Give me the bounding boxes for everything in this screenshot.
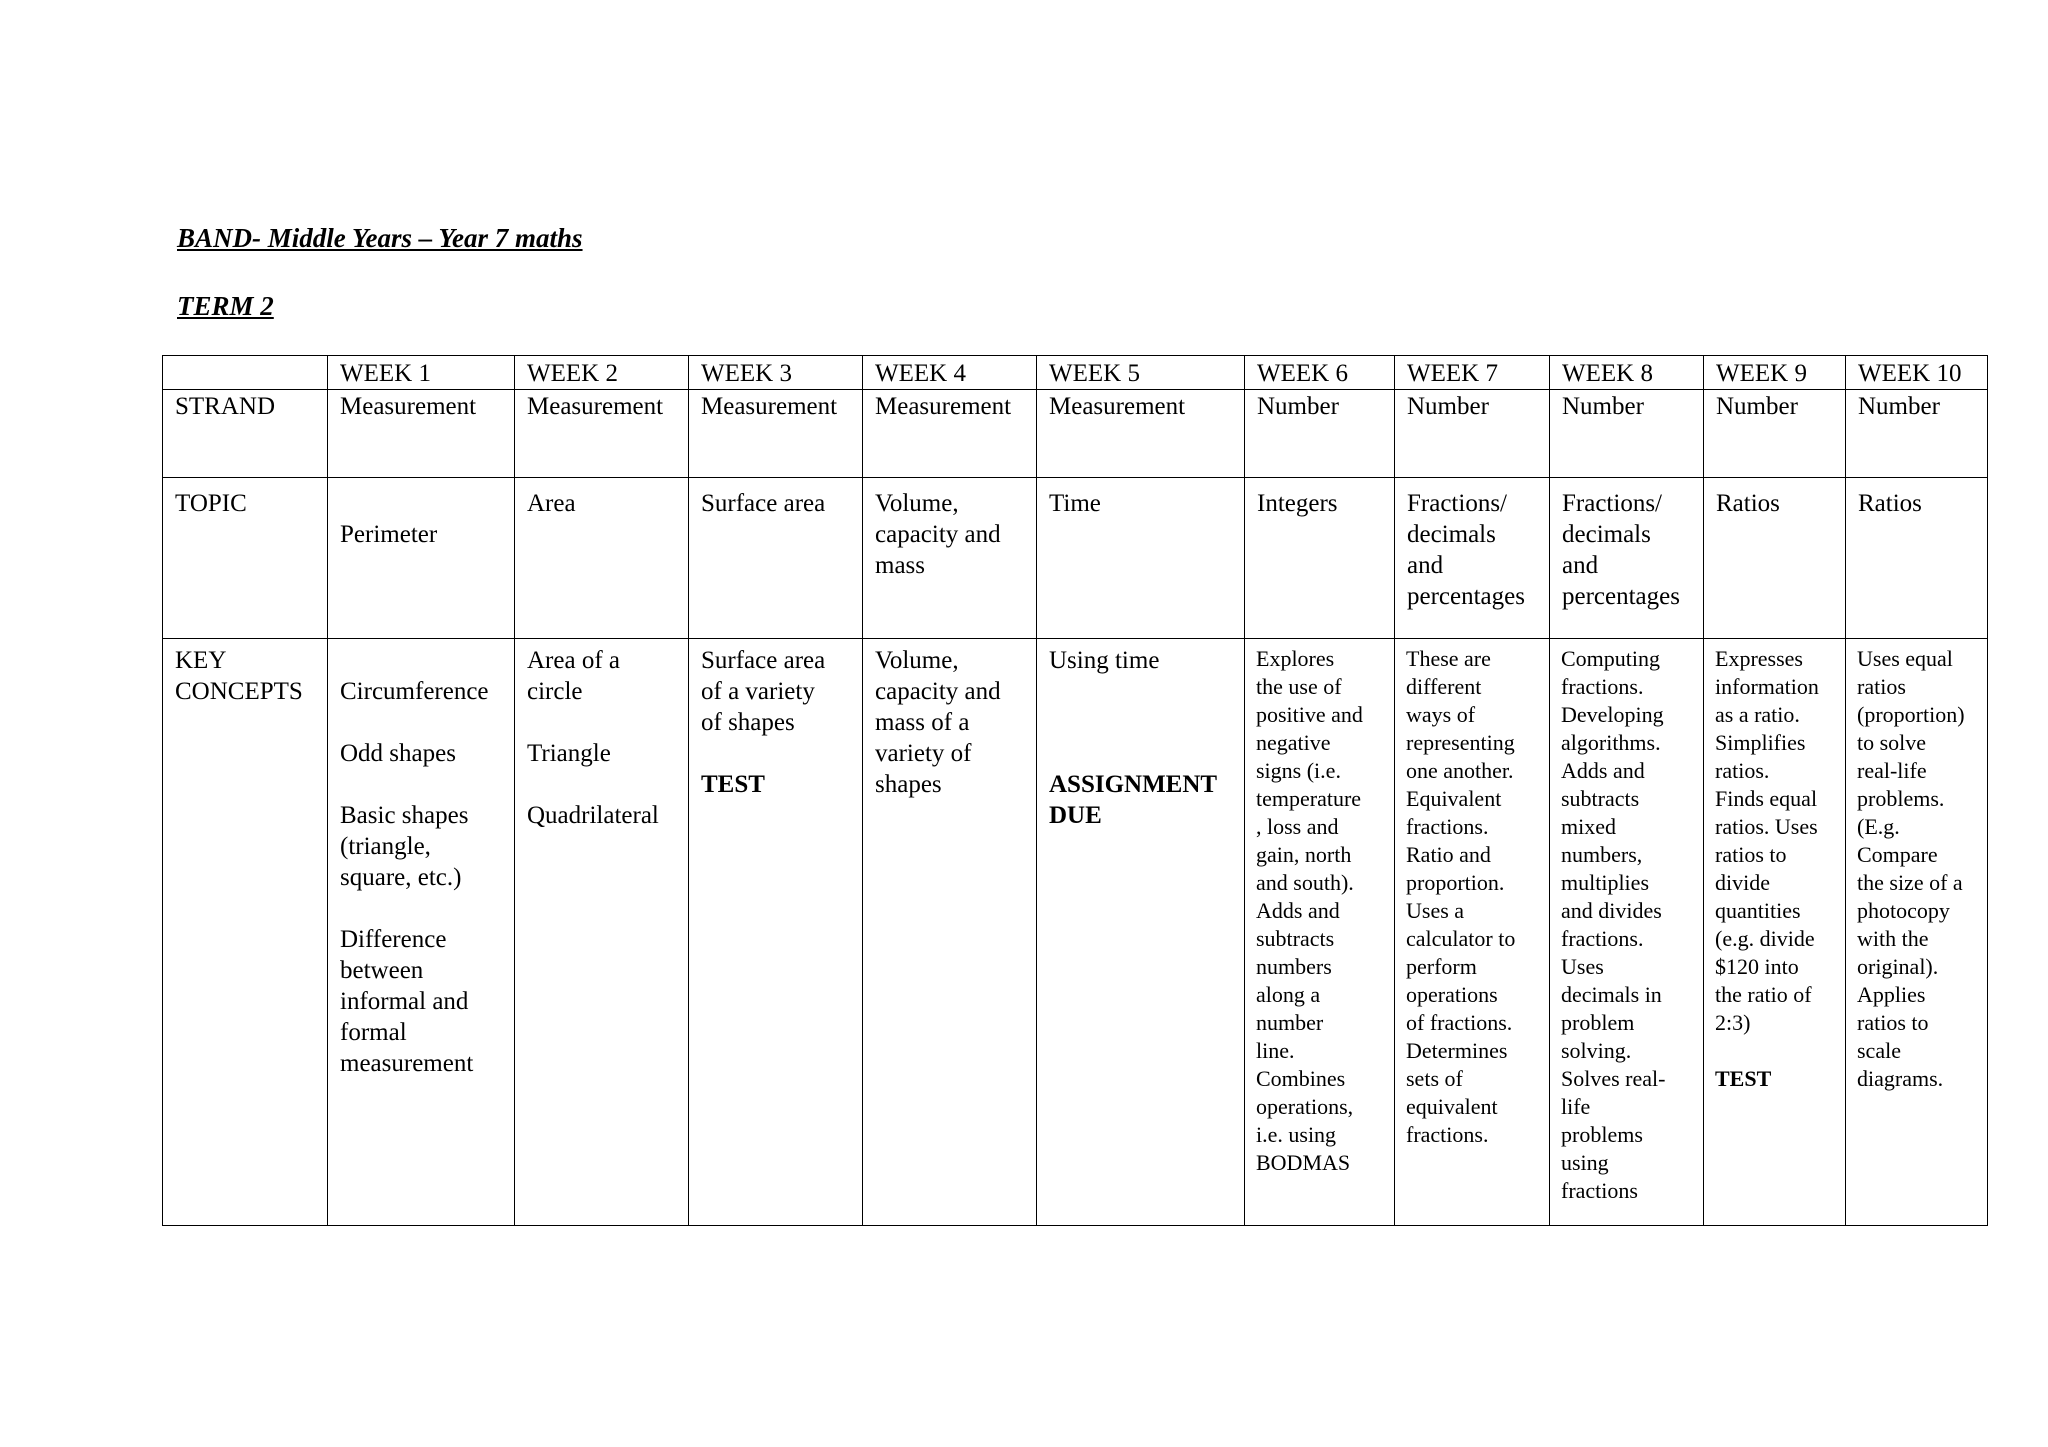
week-header: WEEK 4: [863, 356, 1037, 390]
topic-row: [163, 478, 1988, 639]
concept-cell-week-2: [515, 639, 689, 1226]
key-concepts-row: [163, 639, 1988, 1226]
concept-cell-week-3: [689, 639, 863, 1226]
topic-cell: Volume, capacity and mass: [863, 478, 1037, 639]
strand-cell: Measurement: [515, 390, 689, 478]
week-header-row: [163, 356, 1988, 390]
term-heading: TERM 2: [177, 291, 274, 321]
concept-cell-week-8: Computing fractions. Developing algorithms. Adds and subtracts mixed numbers, multiplies and divides fractions. Uses decimals in problem solving. Solves real- life problems using fractions: [1550, 639, 1704, 1226]
concept-cell-week-1: [328, 639, 515, 1226]
key-concepts-label: KEY CONCEPTS: [163, 639, 328, 1226]
concept-item: Using time: [1049, 647, 1160, 674]
week-header: WEEK 7: [1395, 356, 1550, 390]
topic-cell: Fractions/ decimals and percentages: [1395, 478, 1550, 639]
topic-cell: Time: [1037, 478, 1245, 639]
topic-cell: Ratios: [1846, 478, 1988, 639]
concept-item: Quadrilateral: [527, 802, 659, 829]
concept-item: Expresses information as a ratio. Simplifies ratios. Finds equal ratios. Uses ratios to divide quantities (e.g. divide $120 into the ratio of 2:3): [1715, 646, 1819, 1035]
topic-label: TOPIC: [163, 478, 328, 639]
strand-cell: Number: [1245, 390, 1395, 478]
concept-cell-week-10: Uses equal ratios (proportion) to solve real-life problems. (E.g. Compare the size of a photocopy with the original). Applies ratios to scale diagrams.: [1846, 639, 1988, 1226]
concept-item: Triangle: [527, 740, 611, 767]
week-header: WEEK 10: [1846, 356, 1988, 390]
concept-cell-week-5: [1037, 639, 1245, 1226]
strand-cell: Measurement: [328, 390, 515, 478]
strand-cell: Measurement: [1037, 390, 1245, 478]
topic-cell: Area: [515, 478, 689, 639]
strand-cell: Measurement: [689, 390, 863, 478]
corner-cell: [163, 356, 328, 390]
test-marker: TEST: [701, 771, 765, 798]
concept-item: Area of a circle: [527, 647, 620, 705]
concept-item: Difference between informal and formal measurement: [340, 926, 474, 1077]
concept-item: Odd shapes: [340, 740, 456, 767]
week-header: WEEK 2: [515, 356, 689, 390]
strand-cell: Number: [1395, 390, 1550, 478]
concept-cell-week-6: Explores the use of positive and negative signs (i.e. temperature , loss and gain, north and south). Adds and subtracts numbers along a number line. Combines operations, i.e. using BODMAS: [1245, 639, 1395, 1226]
topic-cell: Fractions/ decimals and percentages: [1550, 478, 1704, 639]
week-header: WEEK 5: [1037, 356, 1245, 390]
test-marker: TEST: [1715, 1066, 1772, 1091]
strand-cell: Number: [1846, 390, 1988, 478]
topic-cell: [328, 478, 515, 639]
concept-item: Basic shapes (triangle, square, etc.): [340, 802, 469, 891]
term-plan-table: [162, 355, 1988, 1226]
strand-cell: Number: [1704, 390, 1846, 478]
topic-cell: Integers: [1245, 478, 1395, 639]
topic-cell: Surface area: [689, 478, 863, 639]
concept-item: Circumference: [340, 678, 489, 705]
assignment-due-marker: ASSIGNMENT DUE: [1049, 771, 1218, 829]
topic-text: Perimeter: [340, 521, 438, 548]
concept-cell-week-9: [1704, 639, 1846, 1226]
strand-cell: Number: [1550, 390, 1704, 478]
week-header: WEEK 3: [689, 356, 863, 390]
week-header: WEEK 8: [1550, 356, 1704, 390]
concept-cell-week-4: Volume, capacity and mass of a variety of shapes: [863, 639, 1037, 1226]
strand-row: [163, 390, 1988, 478]
topic-cell: Ratios: [1704, 478, 1846, 639]
week-header: WEEK 6: [1245, 356, 1395, 390]
week-header: WEEK 9: [1704, 356, 1846, 390]
document-title: BAND- Middle Years – Year 7 maths: [177, 223, 583, 253]
concept-cell-week-7: These are different ways of representing one another. Equivalent fractions. Ratio and proportion. Uses a calculator to perform operations of fractions. Determines sets of equivalent fractions.: [1395, 639, 1550, 1226]
concept-item: Surface area of a variety of shapes: [701, 647, 826, 736]
strand-label: STRAND: [163, 390, 328, 478]
strand-cell: Measurement: [863, 390, 1037, 478]
week-header: WEEK 1: [328, 356, 515, 390]
